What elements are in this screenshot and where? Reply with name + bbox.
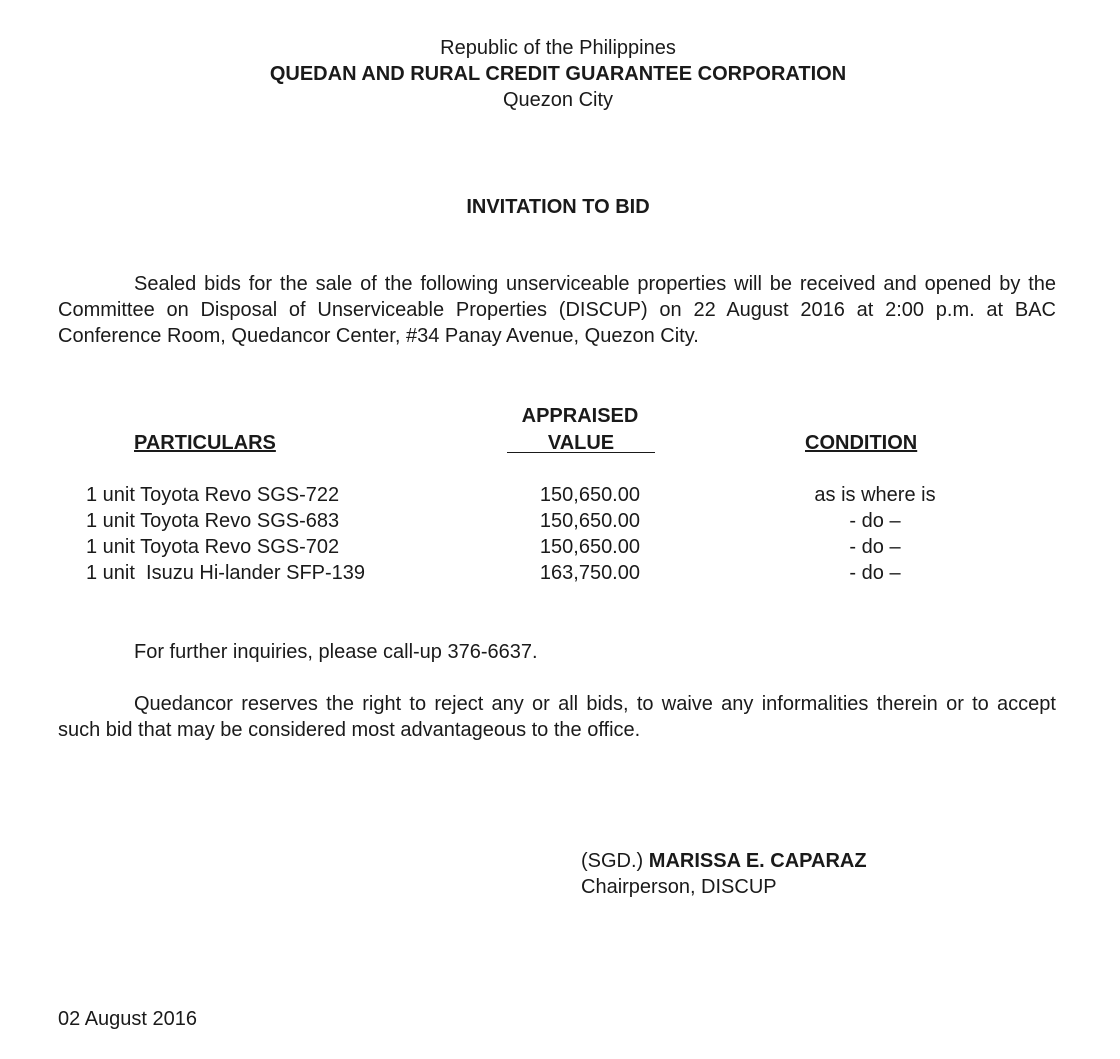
particulars-column: [86, 482, 365, 586]
signatory-position: Chairperson, DISCUP: [581, 876, 777, 898]
inquiry-paragraph: [58, 639, 1056, 665]
table-row-value: 163,750.00: [539, 562, 640, 584]
table-row-condition: as is where is: [814, 484, 936, 506]
condition-column: [805, 482, 945, 586]
letterhead: [0, 35, 1116, 113]
table-row-condition: - do –: [849, 562, 901, 584]
signature-block: [581, 848, 867, 900]
sgd-label: (SGD.): [581, 850, 644, 872]
table-row-particulars: 1 unit Toyota Revo SGS-702: [86, 536, 340, 558]
table-row-particulars: 1 unit Toyota Revo SGS-683: [86, 510, 340, 532]
city-line: Quezon City: [502, 89, 614, 111]
document-date: 02 August 2016: [58, 1008, 198, 1030]
value-column: [500, 482, 640, 586]
value-underline: [507, 452, 655, 453]
republic-line: Republic of the Philippines: [440, 37, 676, 59]
header-particulars: PARTICULARS: [134, 432, 276, 454]
reserve-paragraph: [58, 691, 1056, 743]
intro-text: Sealed bids for the sale of the following unserviceable properties will be received and opened by the Committee on Disposal of Unserviceable Properties (DISCUP) on 22 August 2016 at 2:00 p.m. at BAC Conference Room, Quedancor Center, #34 Panay Avenue, Quezon City.: [58, 273, 1056, 347]
document-title: INVITATION TO BID: [466, 196, 650, 218]
table-row-particulars: 1 unit Toyota Revo SGS-722: [86, 484, 340, 506]
header-value-text: VALUE: [547, 432, 615, 454]
reserve-text: Quedancor reserves the right to reject any or all bids, to waive any informalities therein or to accept such bid that may be considered most advantageous to the office.: [58, 693, 1056, 741]
header-appraised-line1: APPRAISED: [521, 405, 639, 427]
corporation-name: QUEDAN AND RURAL CREDIT GUARANTEE CORPORATION: [269, 63, 847, 85]
table-row-condition: - do –: [849, 536, 901, 558]
table-row-value: 150,650.00: [539, 484, 640, 506]
header-condition: CONDITION: [805, 432, 918, 454]
signatory-name: MARISSA E. CAPARAZ: [648, 850, 867, 872]
intro-paragraph: [58, 271, 1056, 349]
table-row-value: 150,650.00: [539, 536, 640, 558]
table-row-particulars: 1 unit Isuzu Hi-lander SFP-139: [86, 562, 366, 584]
table-row-value: 150,650.00: [539, 510, 640, 532]
inquiry-text: For further inquiries, please call-up 376-6637.: [134, 641, 538, 663]
table-row-condition: - do –: [849, 510, 901, 532]
